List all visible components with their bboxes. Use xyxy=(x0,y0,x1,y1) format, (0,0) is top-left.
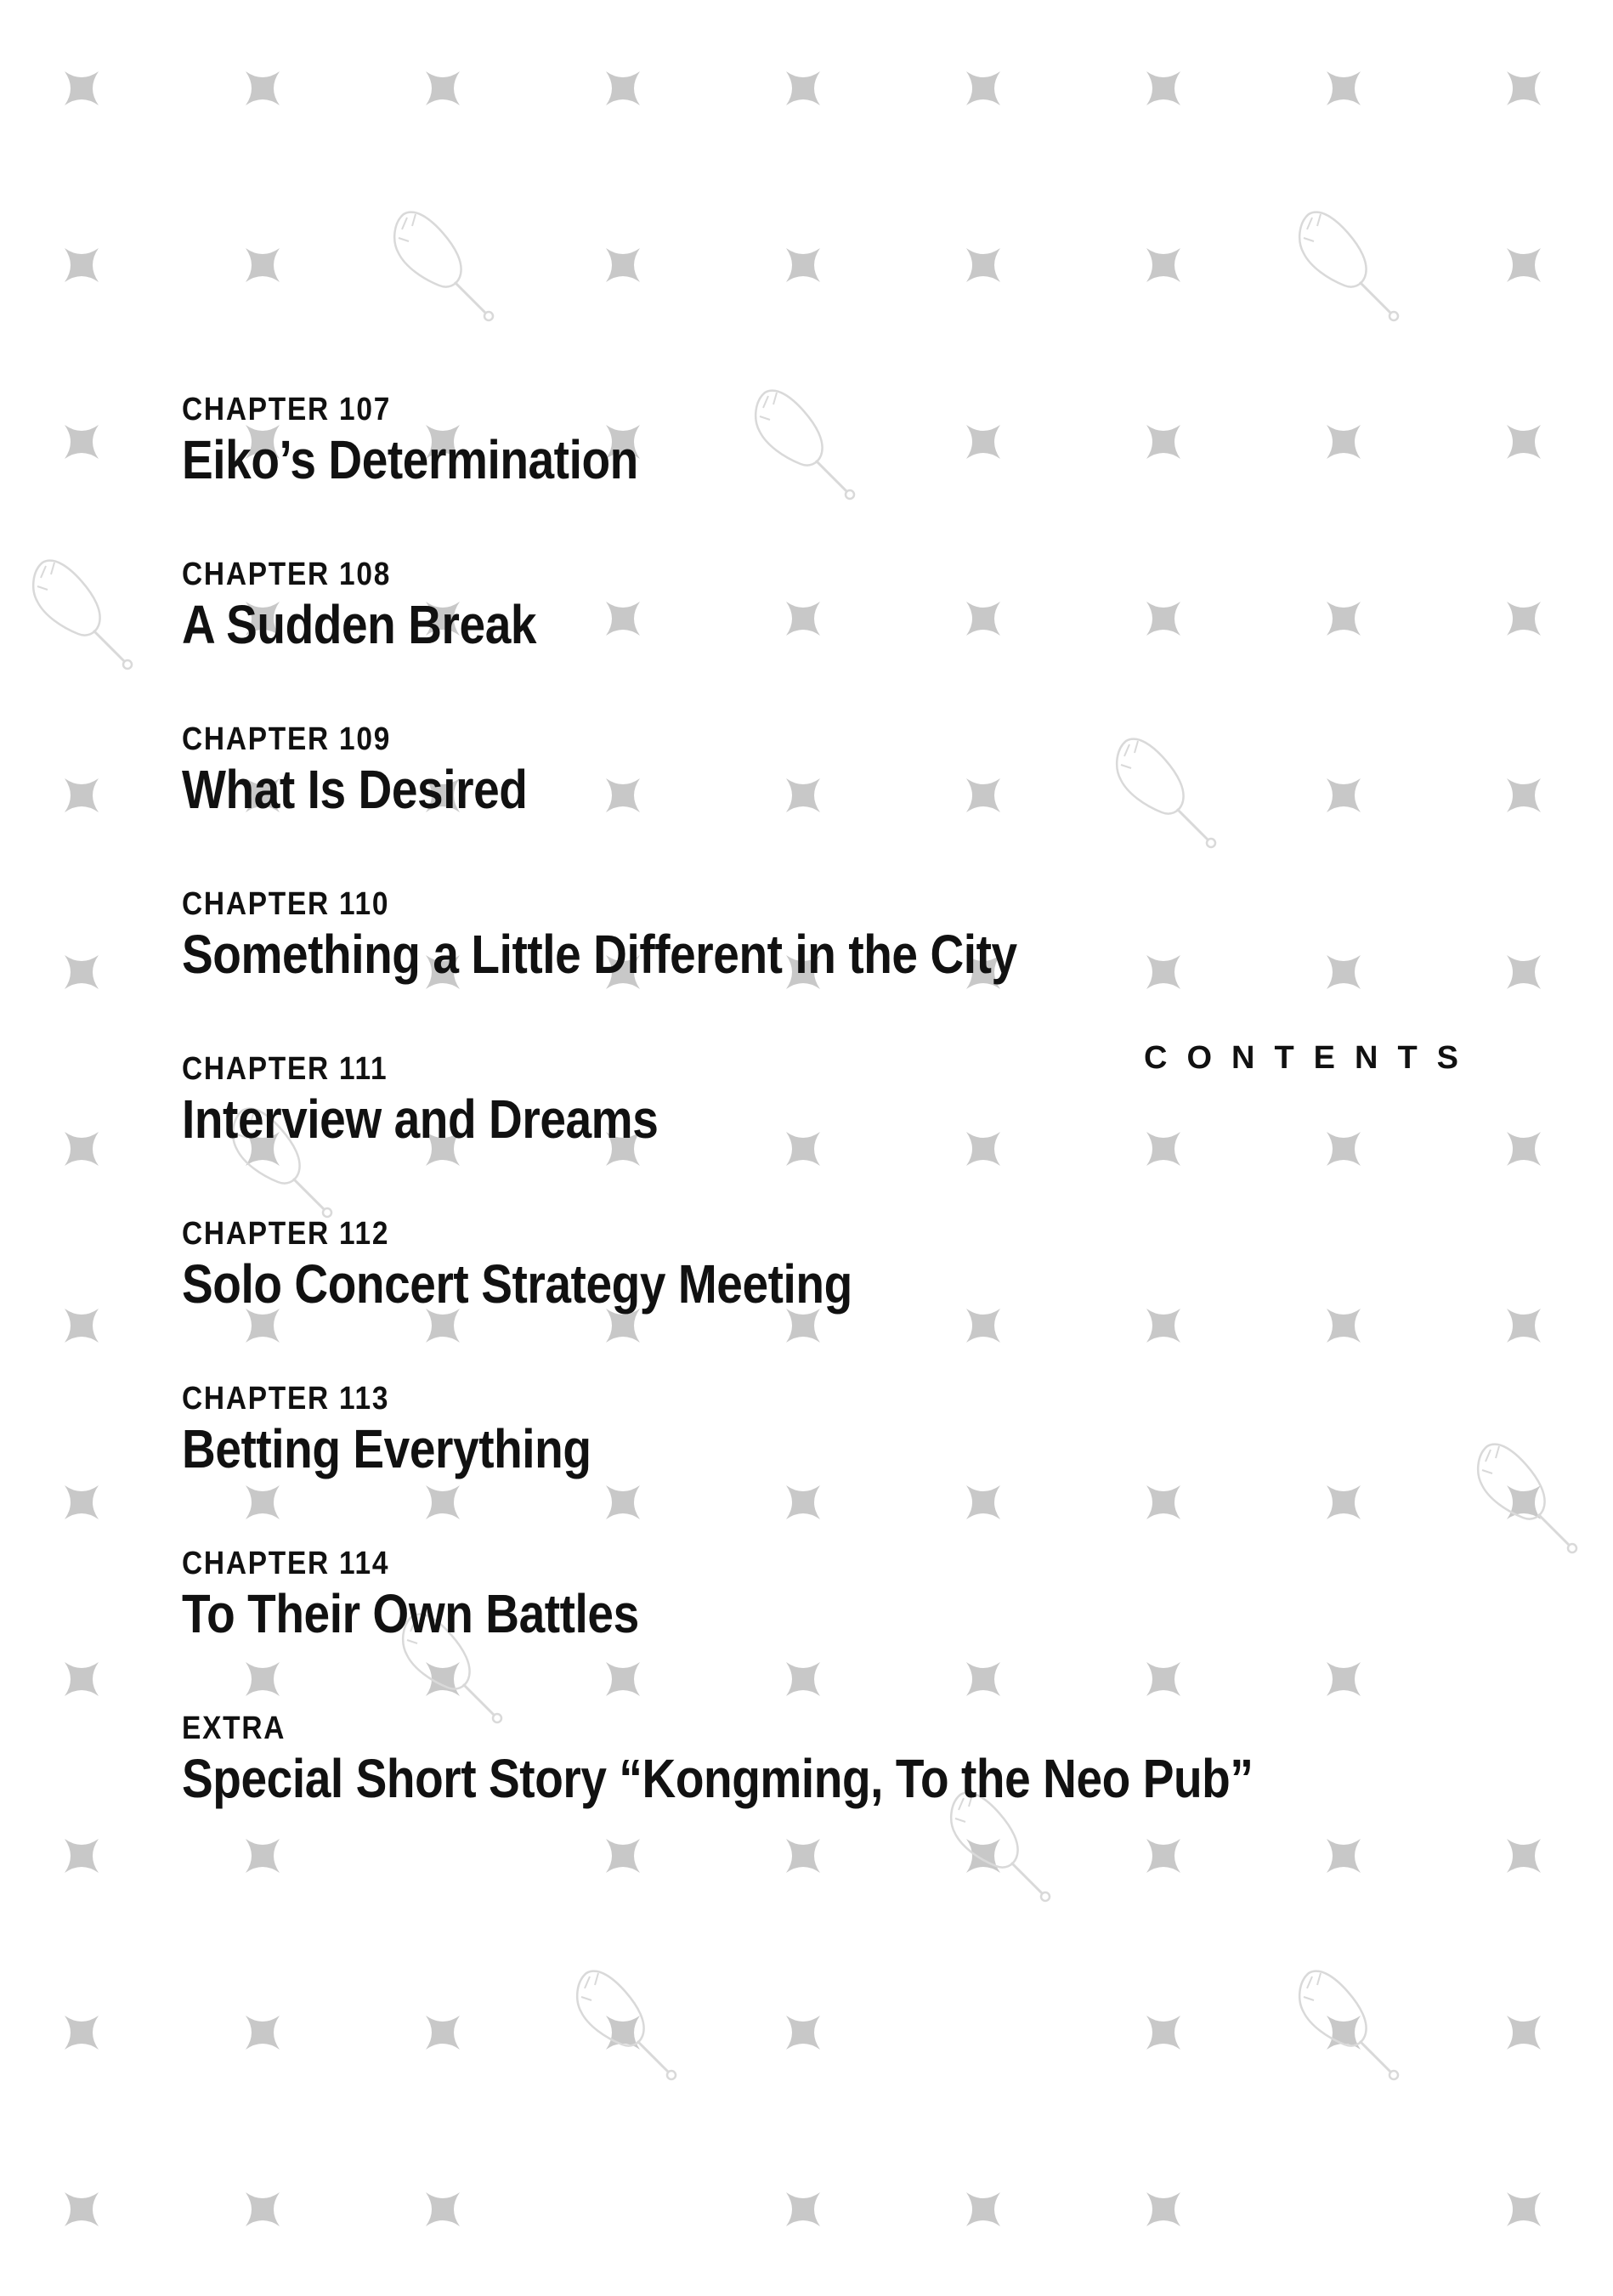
four-point-star-icon xyxy=(1507,2192,1541,2226)
four-point-star-icon xyxy=(65,1662,99,1696)
four-point-star-icon xyxy=(966,71,1000,105)
chapter-label: CHAPTER 111 xyxy=(182,1051,388,1087)
four-point-star-icon xyxy=(65,1309,99,1343)
feather-fan-icon xyxy=(1299,212,1398,320)
four-point-star-icon xyxy=(65,248,99,282)
four-point-star-icon xyxy=(1507,425,1541,459)
four-point-star-icon xyxy=(1507,955,1541,989)
feather-fan-icon xyxy=(394,212,493,320)
four-point-star-icon xyxy=(1507,1485,1541,1519)
toc-entry-extra[interactable] xyxy=(182,1710,1372,1875)
toc-entry-chapter-107[interactable] xyxy=(182,391,1372,556)
four-point-star-icon xyxy=(426,71,460,105)
four-point-star-icon xyxy=(426,2016,460,2050)
toc-entry-chapter-110[interactable] xyxy=(182,885,1372,1050)
four-point-star-icon xyxy=(246,2192,280,2226)
four-point-star-icon xyxy=(606,248,640,282)
chapter-title: To Their Own Battles xyxy=(182,1583,639,1644)
chapter-title: Special Short Story “Kongming, To the Neo Pub” xyxy=(182,1748,1254,1809)
chapter-label: CHAPTER 112 xyxy=(182,1216,390,1252)
four-point-star-icon xyxy=(65,1132,99,1166)
four-point-star-icon xyxy=(786,71,820,105)
chapter-label: CHAPTER 113 xyxy=(182,1381,390,1417)
four-point-star-icon xyxy=(1507,778,1541,812)
contents-heading: CONTENTS xyxy=(1144,1040,1478,1076)
four-point-star-icon xyxy=(65,71,99,105)
four-point-star-icon xyxy=(246,2016,280,2050)
chapter-label: CHAPTER 109 xyxy=(182,721,392,757)
chapter-title: Something a Little Different in the City xyxy=(182,924,1017,985)
four-point-star-icon xyxy=(1146,71,1180,105)
toc-entry-chapter-109[interactable] xyxy=(182,721,1372,885)
four-point-star-icon xyxy=(1507,2016,1541,2050)
four-point-star-icon xyxy=(65,2192,99,2226)
chapter-label: EXTRA xyxy=(182,1711,286,1746)
four-point-star-icon xyxy=(786,2192,820,2226)
four-point-star-icon xyxy=(1507,248,1541,282)
chapter-label: CHAPTER 108 xyxy=(182,557,392,592)
four-point-star-icon xyxy=(426,2192,460,2226)
four-point-star-icon xyxy=(1146,2016,1180,2050)
four-point-star-icon xyxy=(65,955,99,989)
four-point-star-icon xyxy=(786,248,820,282)
chapter-label: CHAPTER 110 xyxy=(182,886,390,922)
four-point-star-icon xyxy=(1507,602,1541,636)
chapter-title: Betting Everything xyxy=(182,1418,591,1479)
four-point-star-icon xyxy=(966,2192,1000,2226)
chapter-title: Solo Concert Strategy Meeting xyxy=(182,1253,852,1315)
four-point-star-icon xyxy=(65,1485,99,1519)
four-point-star-icon xyxy=(65,1839,99,1873)
four-point-star-icon xyxy=(1507,1839,1541,1873)
four-point-star-icon xyxy=(966,248,1000,282)
chapter-label: CHAPTER 114 xyxy=(182,1546,390,1581)
chapter-label: CHAPTER 107 xyxy=(182,392,392,427)
four-point-star-icon xyxy=(1327,71,1361,105)
chapter-title: Interview and Dreams xyxy=(182,1089,659,1150)
chapter-title: A Sudden Break xyxy=(182,594,537,655)
feather-fan-icon xyxy=(33,561,132,669)
toc-entry-chapter-108[interactable] xyxy=(182,556,1372,721)
toc-entry-chapter-112[interactable] xyxy=(182,1215,1372,1380)
four-point-star-icon xyxy=(1146,248,1180,282)
toc-entry-chapter-114[interactable] xyxy=(182,1545,1372,1710)
toc-entry-chapter-113[interactable] xyxy=(182,1380,1372,1545)
four-point-star-icon xyxy=(786,2016,820,2050)
four-point-star-icon xyxy=(1507,71,1541,105)
four-point-star-icon xyxy=(65,778,99,812)
four-point-star-icon xyxy=(65,425,99,459)
four-point-star-icon xyxy=(1507,1132,1541,1166)
chapter-title: What Is Desired xyxy=(182,759,528,820)
four-point-star-icon xyxy=(65,2016,99,2050)
four-point-star-icon xyxy=(1507,1309,1541,1343)
four-point-star-icon xyxy=(246,71,280,105)
chapter-title: Eiko’s Determination xyxy=(182,429,638,490)
four-point-star-icon xyxy=(606,71,640,105)
table-of-contents xyxy=(182,391,1372,1875)
four-point-star-icon xyxy=(1146,2192,1180,2226)
four-point-star-icon xyxy=(246,248,280,282)
